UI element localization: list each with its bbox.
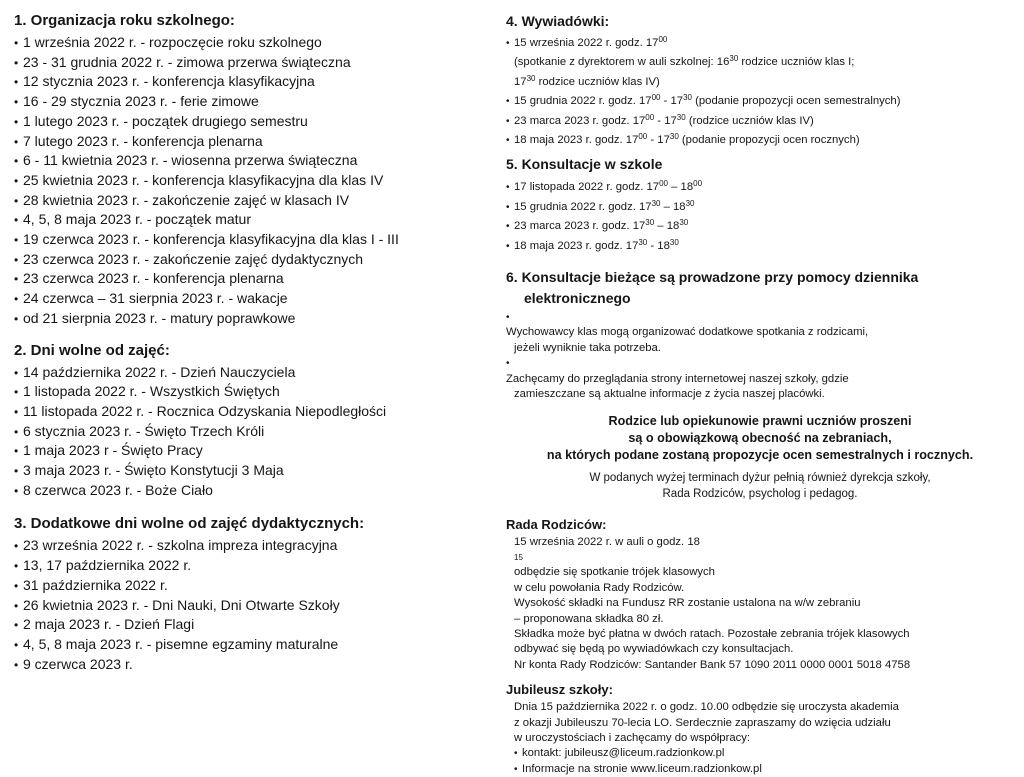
section-2-list [14, 363, 484, 501]
list-item: • 2 maja 2023 r. - Dzień Flagi [14, 615, 484, 635]
list-item: • 18 maja 2023 r. godz. $17^{30} - 18^{30}$ [506, 235, 1014, 254]
section-6-title: 6. Konsultacje bieżące są prowadzone przy pomocy dziennika [506, 269, 919, 286]
duty-note-line: W podanych wyżej terminach dyżur pełnią również dyrekcja szkoły, [589, 471, 931, 484]
section-3-list [14, 536, 484, 674]
notice-line: Rodzice lub opiekunowie prawni uczniów proszeni [608, 413, 912, 428]
list-item: • 9 czerwca 2023 r. [14, 655, 484, 675]
list-item: • 25 kwietnia 2023 r. - konferencja klasyfikacyjna dla klas IV [14, 171, 484, 191]
list-item: • 26 kwietnia 2023 r. - Dni Nauki, Dni Otwarte Szkoły [14, 596, 484, 616]
list-item: • 12 stycznia 2023 r. - konferencja klasyfikacyjna [14, 72, 484, 92]
duty-note-line: Rada Rodziców, psycholog i pedagog. [662, 487, 858, 500]
list-item: • 13, 17 października 2022 r. [14, 556, 484, 576]
section-4-list [506, 32, 1014, 148]
jubilee-text: Dnia 15 października 2022 r. o godz. 10.00 odbędzie się uroczysta akademia z okazji Jubileuszu 70-lecia LO. Serdecznie zapraszamy do wzięcia udziału w uroczystościach i zachęcamy do współpracy: [514, 701, 899, 744]
parents-council-text: 15 września 2022 r. w auli o godz. 18 15 odbędzie się spotkanie trójek klasowych w celu powołania Rady Rodziców. Wysokość składki na Fundusz RR zostanie ustalona na w/w zebraniu – proponowana składka 80 zł. Składka może być płatna w dwóch ratach. Pozostałe zebrania trójek klasowych odbywać się będą po wywiadówkach czy konsultacjach. Nr konta Rady Rodziców: Santander Bank 57 1090 2011 0000 0001 5018 4758 [514, 535, 911, 671]
list-item: • 18 maja 2023 r. godz. $17^{00} - 17^{30}$ (podanie propozycji ocen rocznych) [506, 129, 1014, 148]
website-info: • Informacje na stronie www.liceum.radzionkow.pl [514, 762, 1014, 777]
list-item: • 3 maja 2023 r. - Święto Konstytucji 3 Maja [14, 461, 484, 481]
list-item: • 15 grudnia 2022 r. godz. $17^{00} - 17^{30}$ (podanie propozycji ocen semestralnych) [506, 90, 1014, 109]
list-item: • 23 marca 2023 r. godz. $17^{00} - 17^{30}$ (rodzice uczniów klas IV) [506, 110, 1014, 129]
list-item: • 1 lutego 2023 r. - początek drugiego semestru [14, 112, 484, 132]
list-item: • 19 czerwca 2023 r. - konferencja klasyfikacyjna dla klas I - III [14, 230, 484, 250]
list-item: • 14 października 2022 r. - Dzień Nauczyciela [14, 363, 484, 383]
list-item: • 4, 5, 8 maja 2023 r. - początek matur [14, 210, 484, 230]
list-item: • 16 - 29 stycznia 2023 r. - ferie zimowe [14, 92, 484, 112]
section-1-list [14, 33, 484, 329]
section-5-title: 5. Konsultacje w szkole [506, 156, 663, 173]
list-item: • 6 stycznia 2023 r. - Święto Trzech Króli [14, 422, 484, 442]
list-item-continuation: $17^{30}$ rodzice uczniów klas IV) [514, 73, 660, 88]
right-column [506, 0, 1014, 777]
list-item: • 4, 5, 8 maja 2023 r. - pisemne egzaminy maturalne [14, 635, 484, 655]
list-item: • Zachęcamy do przeglądania strony internetowej naszej szkoły, gdzie zamieszczane są aktualne informacje z życia naszej placówki. [506, 356, 1014, 402]
section-5-list [506, 176, 1014, 254]
list-item: • 15 września 2022 r. godz. $17^{00}$ [506, 32, 1014, 51]
list-item: • 1 maja 2023 r - Święto Pracy [14, 441, 484, 461]
list-item: • 1 września 2022 r. - rozpoczęcie roku szkolnego [14, 33, 484, 53]
list-item: • 24 czerwca – 31 sierpnia 2023 r. - wakacje [14, 289, 484, 309]
section-6-title-line2: elektronicznego [524, 290, 631, 307]
list-item-continuation: (spotkanie z dyrektorem w auli szkolnej: $16^{30}$ rodzice uczniów klas I; [514, 54, 855, 69]
list-item: • 15 grudnia 2022 r. godz. $17^{30} - 18^{30}$ [506, 196, 1014, 215]
list-item: • 17 listopada 2022 r. godz. $17^{00} - 18^{00}$ [506, 176, 1014, 195]
list-item: • 23 - 31 grudnia 2022 r. - zimowa przerwa świąteczna [14, 53, 484, 73]
contact-email: • kontakt: jubileusz@liceum.radzionkow.pl [514, 746, 1014, 761]
jubilee-title: Jubileusz szkoły: [506, 682, 613, 698]
parents-council-title: Rada Rodziców: [506, 516, 607, 532]
list-item: • 23 czerwca 2023 r. - zakończenie zajęć dydaktycznych [14, 250, 484, 270]
section-6-list [506, 310, 1014, 402]
list-item: • od 21 sierpnia 2023 r. - matury poprawkowe [14, 309, 484, 329]
notice-line: na których podane zostaną propozycje ocen semestralnych i rocznych. [546, 447, 974, 462]
list-item: • 6 - 11 kwietnia 2023 r. - wiosenna przerwa świąteczna [14, 151, 484, 171]
list-item: • Wychowawcy klas mogą organizować dodatkowe spotkania z rodzicami, jeżeli wyniknie taka potrzeba. [506, 310, 1014, 356]
list-item: • 28 kwietnia 2023 r. - zakończenie zajęć w klasach IV [14, 191, 484, 211]
list-item: • 1 listopada 2022 r. - Wszystkich Świętych [14, 382, 484, 402]
list-item: • 31 października 2022 r. [14, 576, 484, 596]
parents-notice [506, 413, 1014, 502]
list-item: • 7 lutego 2023 r. - konferencja plenarna [14, 132, 484, 152]
section-2-title: 2. Dni wolne od zajęć: [14, 341, 170, 359]
list-item: • 8 czerwca 2023 r. - Boże Ciało [14, 481, 484, 501]
section-4-title: 4. Wywiadówki: [506, 13, 610, 29]
notice-line: są o obowiązkową obecność na zebraniach, [628, 430, 892, 445]
list-item: • 23 września 2022 r. - szkolna impreza integracyjna [14, 536, 484, 556]
jubilee-contacts [506, 746, 1014, 777]
list-item: • 11 listopada 2022 r. - Rocznica Odzyskania Niepodległości [14, 402, 484, 422]
section-3-title: 3. Dodatkowe dni wolne od zajęć dydaktycznych: [14, 515, 365, 533]
left-column [14, 0, 484, 674]
section-1-title: 1. Organizacja roku szkolnego: [14, 12, 235, 29]
list-item: • 23 marca 2023 r. godz. $17^{30} - 18^{30}$ [506, 215, 1014, 234]
list-item: • 23 czerwca 2023 r. - konferencja plenarna [14, 269, 484, 289]
